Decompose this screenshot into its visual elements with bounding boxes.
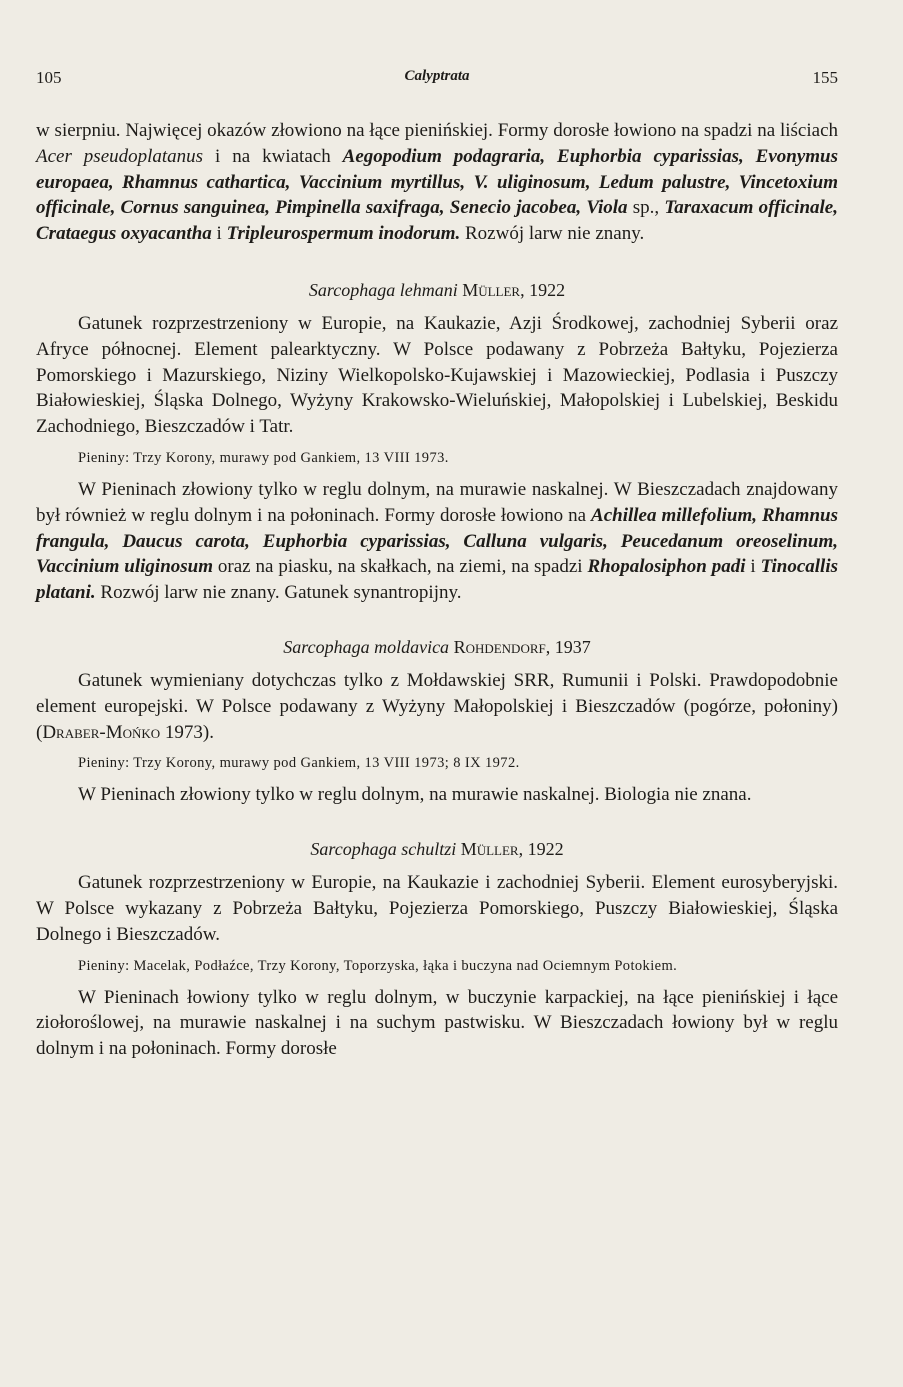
- text-run: oraz na piasku, na skałkach, na ziemi, na spadzi: [213, 556, 588, 578]
- species-name: Rhopalosiphon padi: [587, 556, 746, 578]
- page-number-right: 155: [812, 68, 838, 87]
- species-heading-lehmani: [36, 277, 838, 303]
- species-title: Sarcophaga moldavica: [283, 636, 450, 657]
- locality-record: Pieniny: Macelak, Podłaźce, Trzy Korony, Toporzyska, łąka i buczyna nad Ociemnym Potokiem.: [78, 957, 678, 974]
- locality-record: Pieniny: Trzy Korony, murawy pod Gankiem, 13 VIII 1973.: [78, 449, 449, 466]
- continued-paragraph: [36, 118, 838, 247]
- biology-paragraph: W Pieninach łowiony tylko w reglu dolnym, w buczynie karpackiej, na łące pienińskiej i łące ziołoroślowej, na murawie naskalnej i na suchym pastwisku. W Bieszczadach łowiony był w reglu dolnym i na połoninach. Formy dorosłe: [36, 986, 838, 1060]
- locality-record: Pieniny: Trzy Korony, murawy pod Gankiem, 13 VIII 1973; 8 IX 1972.: [78, 755, 520, 772]
- text-run: Gatunek wymieniany dotychczas tylko z Mołdawskiej SRR, Rumunii i Polski. Prawdopodobnie element europejski. W Polsce podawany z Wyżyny Małopolskiej i Bieszczadów (pogórze, połoniny) (: [36, 669, 838, 743]
- species-name: Tinocallis platani.: [36, 556, 838, 604]
- year: , 1922: [520, 279, 566, 300]
- page-body: [36, 118, 838, 1062]
- text-run: sp.,: [627, 197, 665, 219]
- species-list: Aegopodium podagraria, Euphorbia cyparissias, Evonymus europaea, Rhamnus cathartica, Vaccinium myrtillus, V. uliginosum, Ledum palustre, Vincetoxium officinale, Cornus sanguinea, Pimpinella saxifraga, Senecio jacobea, Viola: [36, 145, 839, 219]
- distribution-paragraph: Gatunek rozprzestrzeniony w Europie, na Kaukazie, Azji Środkowej, zachodniej Syberii oraz Afryce północnej. Element palearktyczny. W Polsce podawany z Pobrzeża Bałtyku, Pojezierza Pomorskiego i Mazurskiego, Niziny Wielkopolsko-Kujawskiej i Mazowieckiej, Podlasia i Puszczy Białowieskiej, Śląska Dolnego, Wyżyny Krakowsko-Wieluńskiej, Małopolskiej i Lubelskiej, Beskidu Zachodniego, Bieszczadów i Tatr.: [36, 312, 838, 438]
- running-header: [36, 68, 838, 94]
- species-name: Acer pseudoplatanus: [36, 145, 204, 167]
- year: , 1922: [518, 839, 564, 860]
- page-number-left: 105: [36, 68, 62, 87]
- distribution-paragraph: [36, 668, 838, 745]
- text-run: Rozwój larw nie znany. Gatunek synantropijny.: [95, 582, 462, 604]
- species-list: Achillea millefolium, Rhamnus frangula, Daucus carota, Euphorbia cyparissias, Calluna vulgaris, Peucedanum oreoselinum, Vaccinium uliginosum: [36, 504, 838, 578]
- species-heading-schultzi: [36, 836, 838, 862]
- text-run: i: [745, 556, 761, 578]
- species-name: Tripleurospermum inodorum.: [226, 223, 461, 245]
- author-name: Müller: [460, 839, 519, 860]
- text-run: i na kwiatach: [203, 145, 343, 167]
- text-run: 1973).: [160, 721, 214, 743]
- text-run: w sierpniu. Najwięcej okazów złowiono na łące pienińskiej. Formy dorosłe łowiono na spadzi na liściach: [36, 120, 838, 141]
- biology-paragraph: [36, 477, 838, 606]
- species-heading-moldavica: [36, 634, 838, 660]
- species-list: Taraxacum officinale, Crataegus oxyacantha: [36, 197, 838, 245]
- distribution-paragraph: Gatunek rozprzestrzeniony w Europie, na Kaukazie i zachodniej Syberii. Element eurosyberyjski. W Polsce wykazany z Pobrzeża Bałtyku, Pojezierza Pomorskiego, Puszczy Białowieskiej, Śląska Dolnego i Bieszczadów.: [36, 872, 838, 945]
- text-run: W Pieninach złowiony tylko w reglu dolnym, na murawie naskalnej. W Bieszczadach znajdowany był również w reglu dolnym i na połoninach. Formy dorosłe łowiono na: [36, 478, 838, 526]
- author-name: Draber-Mońko: [42, 721, 161, 743]
- author-name: Rohdendorf: [453, 636, 546, 657]
- running-title: Calyptrata: [404, 68, 470, 84]
- species-title: Sarcophaga schultzi: [310, 839, 457, 860]
- biology-paragraph: W Pieninach złowiony tylko w reglu dolnym, na murawie naskalnej. Biologia nie znana.: [78, 784, 752, 806]
- author-name: Müller: [462, 279, 521, 300]
- year: , 1937: [545, 636, 591, 657]
- text-run: i: [211, 223, 227, 245]
- text-run: Rozwój larw nie znany.: [460, 223, 645, 245]
- species-title: Sarcophaga lehmani: [308, 279, 458, 300]
